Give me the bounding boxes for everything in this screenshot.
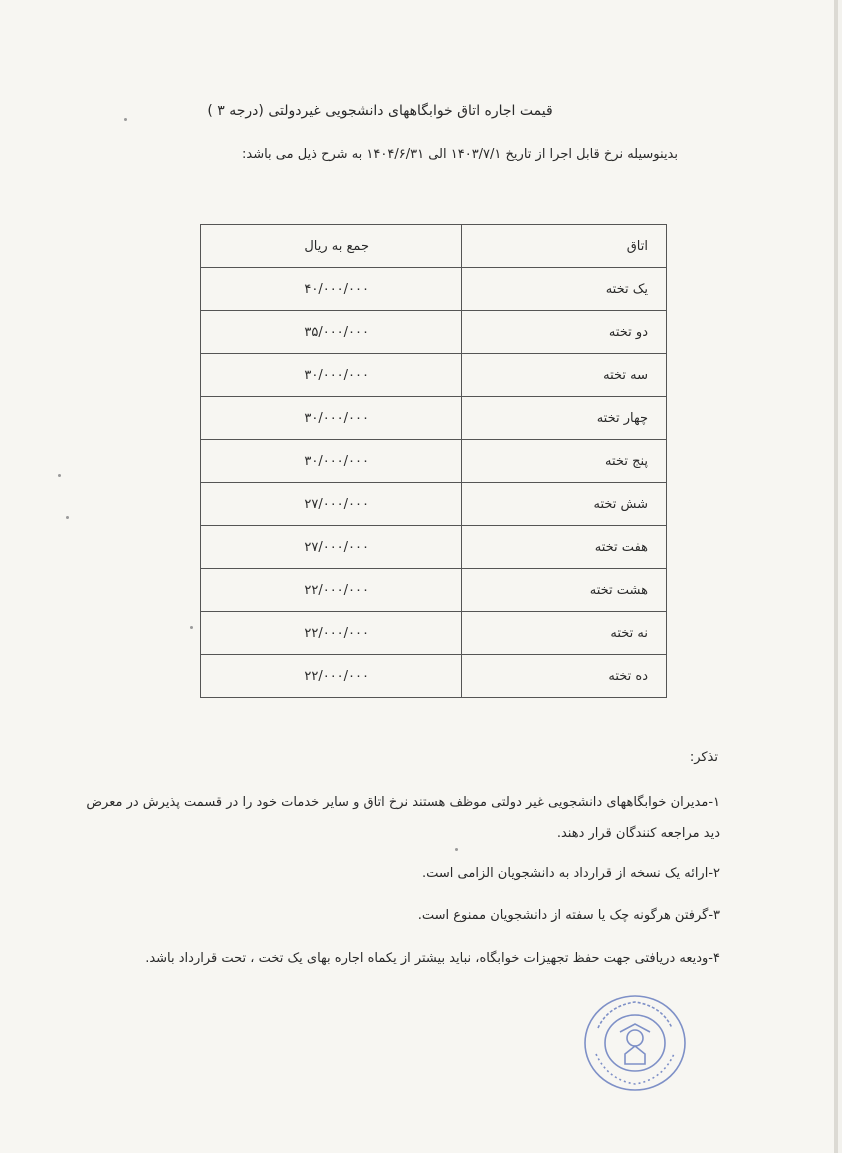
note-item-2: ۲-ارائه یک نسخه از قرارداد به دانشجویان الزامی است. xyxy=(421,866,720,881)
note-item-1: ۱-مدیران خوابگاههای دانشجویی غیر دولتی موظف هستند نرخ اتاق و سایر خدمات خود را در قسمت پذیرش در معرض دید مراجعه کنندگان قرار دهند. xyxy=(86,795,720,841)
room-cell: شش تخته xyxy=(462,483,667,526)
room-cell: یک تخته xyxy=(462,268,667,311)
header-room: اتاق xyxy=(462,225,667,268)
room-cell: نه تخته xyxy=(462,612,667,655)
amount-cell: ۳۰/۰۰۰/۰۰۰ xyxy=(201,440,462,483)
amount-cell: ۳۰/۰۰۰/۰۰۰ xyxy=(201,397,462,440)
table-row xyxy=(201,569,667,612)
table-header-row xyxy=(201,225,667,268)
document-subtitle: بدینوسیله نرخ قابل اجرا از تاریخ ۱۴۰۳/۷/۱ الی ۱۴۰۴/۶/۳۱ به شرح ذیل می باشد: xyxy=(241,147,678,162)
table-row xyxy=(201,311,667,354)
note-item-4: ۴-ودیعه دریافتی جهت حفظ تجهیزات خوابگاه، نباید بیشتر از یکماه اجاره بهای یک تخت ، تحت قرارداد باشد. xyxy=(145,951,720,966)
document-title: قیمت اجاره اتاق خوابگاههای دانشجویی غیردولتی (درجه ۳ ) xyxy=(207,103,553,119)
room-cell: چهار تخته xyxy=(462,397,667,440)
paper-speck xyxy=(190,626,193,629)
paper-speck xyxy=(124,118,127,121)
paper-speck xyxy=(66,516,69,519)
table-row xyxy=(201,655,667,698)
amount-cell: ۲۷/۰۰۰/۰۰۰ xyxy=(201,483,462,526)
table-row xyxy=(201,440,667,483)
room-cell: ده تخته xyxy=(462,655,667,698)
note-item-3: ۳-گرفتن هرگونه چک یا سفته از دانشجویان ممنوع است. xyxy=(417,908,720,923)
room-cell: هفت تخته xyxy=(462,526,667,569)
table-row xyxy=(201,526,667,569)
table-row xyxy=(201,397,667,440)
paper-speck xyxy=(58,474,61,477)
amount-cell: ۲۲/۰۰۰/۰۰۰ xyxy=(201,612,462,655)
room-cell: دو تخته xyxy=(462,311,667,354)
notes-heading: تذکر: xyxy=(689,750,718,765)
amount-cell: ۲۷/۰۰۰/۰۰۰ xyxy=(201,526,462,569)
university-seal-icon xyxy=(580,988,690,1098)
room-cell: پنج تخته xyxy=(462,440,667,483)
amount-cell: ۴۰/۰۰۰/۰۰۰ xyxy=(201,268,462,311)
table-row xyxy=(201,612,667,655)
amount-cell: ۳۵/۰۰۰/۰۰۰ xyxy=(201,311,462,354)
page-edge xyxy=(834,0,838,1153)
room-cell: هشت تخته xyxy=(462,569,667,612)
amount-cell: ۲۲/۰۰۰/۰۰۰ xyxy=(201,569,462,612)
amount-cell: ۳۰/۰۰۰/۰۰۰ xyxy=(201,354,462,397)
room-cell: سه تخته xyxy=(462,354,667,397)
rates-table xyxy=(200,224,667,698)
table-row xyxy=(201,268,667,311)
table-row xyxy=(201,354,667,397)
amount-cell: ۲۲/۰۰۰/۰۰۰ xyxy=(201,655,462,698)
header-amount: جمع به ریال xyxy=(201,225,462,268)
table-row xyxy=(201,483,667,526)
paper-speck xyxy=(455,848,458,851)
